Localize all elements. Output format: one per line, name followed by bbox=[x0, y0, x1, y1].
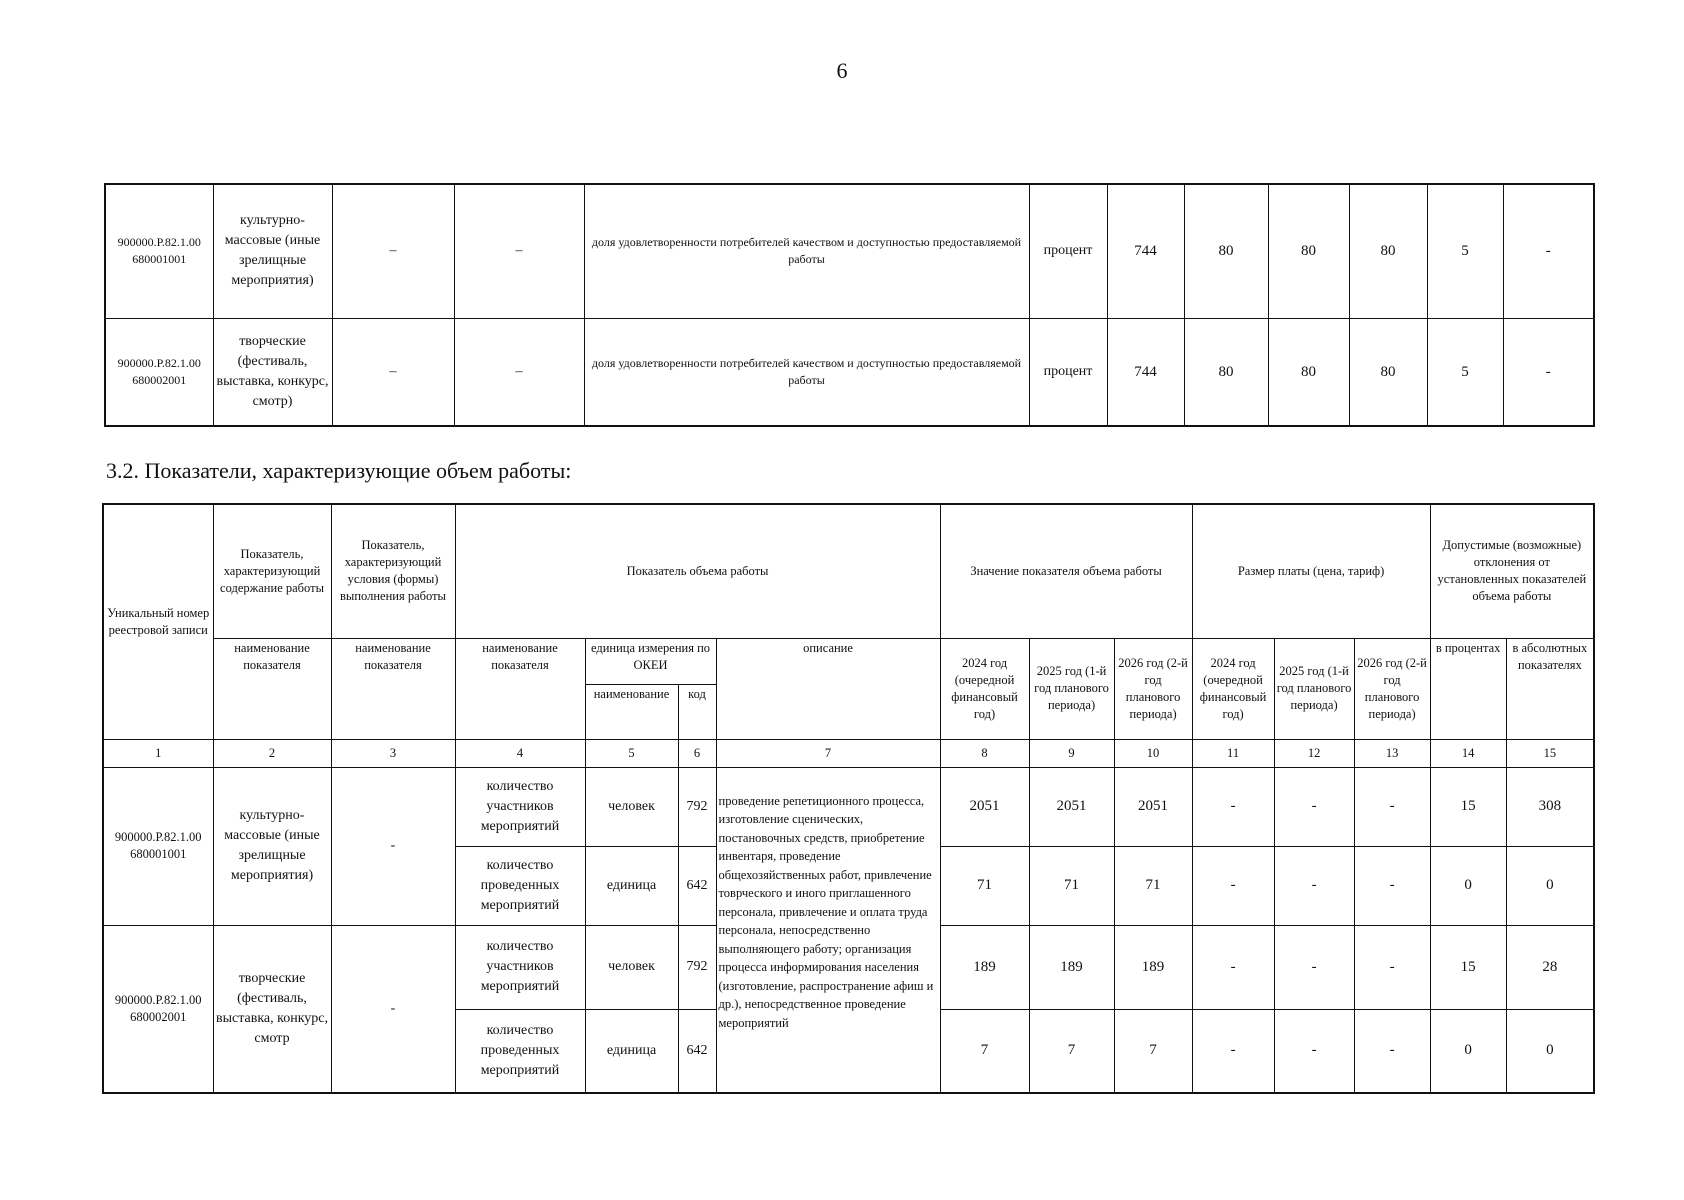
fee-2026: - bbox=[1354, 846, 1430, 925]
value-2025: 2051 bbox=[1029, 767, 1114, 846]
table-row bbox=[105, 318, 1594, 426]
value-2025: 71 bbox=[1029, 846, 1114, 925]
column-number: 8 bbox=[940, 739, 1029, 767]
condition-indicator: – bbox=[332, 184, 454, 318]
column-number: 14 bbox=[1430, 739, 1506, 767]
registry-number: 900000.Р.82.1.00 680001001 bbox=[103, 767, 213, 925]
volume-indicator-name: количество участников мероприятий bbox=[455, 925, 585, 1009]
registry-number: 900000.Р.82.1.00 680001001 bbox=[105, 184, 213, 318]
fee-2024: - bbox=[1192, 767, 1274, 846]
header-condition-indicator: Показатель, характеризующий условия (формы) выполнения работы bbox=[331, 504, 455, 638]
quality-indicators-table bbox=[104, 183, 1595, 427]
value-2024: 7 bbox=[940, 1009, 1029, 1093]
header-deviations: Допустимые (возможные) отклонения от установленных показателей объема работы bbox=[1430, 504, 1594, 638]
header-year-2024: 2024 год (очередной финансовый год) bbox=[940, 638, 1029, 739]
fee-2025: - bbox=[1274, 1009, 1354, 1093]
header-unit-okei: единица измерения по ОКЕИ bbox=[585, 638, 716, 684]
header-description: описание bbox=[716, 638, 940, 739]
header-fee-size: Размер платы (цена, тариф) bbox=[1192, 504, 1430, 638]
column-number: 4 bbox=[455, 739, 585, 767]
unit-name: процент bbox=[1029, 184, 1107, 318]
column-numbers-row bbox=[103, 739, 1594, 767]
header-in-absolute: в абсолютных показателях bbox=[1506, 638, 1594, 739]
deviation-absolute: - bbox=[1503, 318, 1594, 426]
header-volume-value: Значение показателя объема работы bbox=[940, 504, 1192, 638]
quality-indicator-name: доля удовлетворенности потребителей качеством и доступностью предоставляемой работы bbox=[584, 184, 1029, 318]
value-2026: 7 bbox=[1114, 1009, 1192, 1093]
header-year-2026: 2026 год (2-й год планового периода) bbox=[1114, 638, 1192, 739]
unit-name: процент bbox=[1029, 318, 1107, 426]
column-number: 2 bbox=[213, 739, 331, 767]
header-year-2025: 2025 год (1-й год планового периода) bbox=[1029, 638, 1114, 739]
value-2025: 7 bbox=[1029, 1009, 1114, 1093]
value-2024: 80 bbox=[1184, 184, 1268, 318]
value-2025: 80 bbox=[1268, 184, 1349, 318]
deviation-percent: 15 bbox=[1430, 925, 1506, 1009]
fee-2026: - bbox=[1354, 767, 1430, 846]
value-2026: 189 bbox=[1114, 925, 1192, 1009]
value-2026: 80 bbox=[1349, 184, 1427, 318]
value-2025: 80 bbox=[1268, 318, 1349, 426]
header-row bbox=[103, 638, 1594, 684]
unit-name: единица bbox=[585, 846, 678, 925]
content-indicator: творческие (фестиваль, выставка, конкурс, смотр bbox=[213, 925, 331, 1093]
fee-2026: - bbox=[1354, 1009, 1430, 1093]
volume-indicator-name: количество проведенных мероприятий bbox=[455, 1009, 585, 1093]
header-indicator-name: наименование показателя bbox=[213, 638, 331, 739]
header-content-indicator: Показатель, характеризующий содержание работы bbox=[213, 504, 331, 638]
condition-indicator-2: – bbox=[454, 184, 584, 318]
header-volume-indicator: Показатель объема работы bbox=[455, 504, 940, 638]
table-row bbox=[105, 184, 1594, 318]
header-indicator-name: наименование показателя bbox=[455, 638, 585, 739]
value-2026: 71 bbox=[1114, 846, 1192, 925]
table-row bbox=[103, 767, 1594, 846]
content-indicator: культурно-массовые (иные зрелищные мероприятия) bbox=[213, 184, 332, 318]
condition-indicator: - bbox=[331, 925, 455, 1093]
header-fee-2025: 2025 год (1-й год планового периода) bbox=[1274, 638, 1354, 739]
column-number: 10 bbox=[1114, 739, 1192, 767]
header-indicator-name: наименование показателя bbox=[331, 638, 455, 739]
deviation-percent: 5 bbox=[1427, 184, 1503, 318]
volume-indicator-name: количество проведенных мероприятий bbox=[455, 846, 585, 925]
quality-indicator-name: доля удовлетворенности потребителей качеством и доступностью предоставляемой работы bbox=[584, 318, 1029, 426]
registry-number: 900000.Р.82.1.00 680002001 bbox=[103, 925, 213, 1093]
work-description: проведение репетиционного процесса, изготовление сценических, постановочных средств, приобретение инвентаря, проведение общехозяйственных работ, привлечение товрческого и иного приглашенного персонала, привлечение и оплата труда персонала, непосредственно выполняющего работу; организация процесса информирования населения (изготовление, распространение афиш и др.), непосредственное проведение мероприятий bbox=[716, 767, 940, 1093]
value-2026: 2051 bbox=[1114, 767, 1192, 846]
okei-code: 744 bbox=[1107, 184, 1184, 318]
deviation-percent: 15 bbox=[1430, 767, 1506, 846]
header-unique-number: Уникальный номер реестровой записи bbox=[103, 504, 213, 739]
fee-2024: - bbox=[1192, 1009, 1274, 1093]
registry-number: 900000.Р.82.1.00 680002001 bbox=[105, 318, 213, 426]
deviation-absolute: - bbox=[1503, 184, 1594, 318]
condition-indicator: - bbox=[331, 767, 455, 925]
value-2026: 80 bbox=[1349, 318, 1427, 426]
okei-code: 744 bbox=[1107, 318, 1184, 426]
unit-code: 642 bbox=[678, 846, 716, 925]
value-2024: 2051 bbox=[940, 767, 1029, 846]
deviation-absolute: 28 bbox=[1506, 925, 1594, 1009]
header-unit-code: код bbox=[678, 684, 716, 739]
unit-name: человек bbox=[585, 925, 678, 1009]
column-number: 5 bbox=[585, 739, 678, 767]
volume-indicator-name: количество участников мероприятий bbox=[455, 767, 585, 846]
value-2024: 80 bbox=[1184, 318, 1268, 426]
column-number: 7 bbox=[716, 739, 940, 767]
column-number: 15 bbox=[1506, 739, 1594, 767]
deviation-absolute: 0 bbox=[1506, 846, 1594, 925]
fee-2025: - bbox=[1274, 767, 1354, 846]
fee-2024: - bbox=[1192, 925, 1274, 1009]
column-number: 3 bbox=[331, 739, 455, 767]
column-number: 1 bbox=[103, 739, 213, 767]
page-number: 6 bbox=[836, 58, 848, 83]
unit-name: человек bbox=[585, 767, 678, 846]
fee-2025: - bbox=[1274, 846, 1354, 925]
column-number: 11 bbox=[1192, 739, 1274, 767]
header-row bbox=[103, 504, 1594, 638]
section-heading: 3.2. Показатели, характеризующие объем работы: bbox=[106, 458, 572, 483]
deviation-percent: 0 bbox=[1430, 846, 1506, 925]
unit-code: 792 bbox=[678, 925, 716, 1009]
header-in-percent: в процентах bbox=[1430, 638, 1506, 739]
deviation-percent: 5 bbox=[1427, 318, 1503, 426]
deviation-percent: 0 bbox=[1430, 1009, 1506, 1093]
header-unit-name: наименование bbox=[585, 684, 678, 739]
value-2025: 189 bbox=[1029, 925, 1114, 1009]
deviation-absolute: 308 bbox=[1506, 767, 1594, 846]
volume-indicators-table bbox=[102, 503, 1595, 1094]
column-number: 13 bbox=[1354, 739, 1430, 767]
value-2024: 189 bbox=[940, 925, 1029, 1009]
condition-indicator: – bbox=[332, 318, 454, 426]
content-indicator: творческие (фестиваль, выставка, конкурс, смотр) bbox=[213, 318, 332, 426]
unit-code: 642 bbox=[678, 1009, 716, 1093]
deviation-absolute: 0 bbox=[1506, 1009, 1594, 1093]
fee-2026: - bbox=[1354, 925, 1430, 1009]
fee-2024: - bbox=[1192, 846, 1274, 925]
value-2024: 71 bbox=[940, 846, 1029, 925]
unit-code: 792 bbox=[678, 767, 716, 846]
content-indicator: культурно-массовые (иные зрелищные мероприятия) bbox=[213, 767, 331, 925]
header-fee-2024: 2024 год (очередной финансовый год) bbox=[1192, 638, 1274, 739]
column-number: 12 bbox=[1274, 739, 1354, 767]
column-number: 9 bbox=[1029, 739, 1114, 767]
condition-indicator-2: – bbox=[454, 318, 584, 426]
column-number: 6 bbox=[678, 739, 716, 767]
fee-2025: - bbox=[1274, 925, 1354, 1009]
header-fee-2026: 2026 год (2-й год планового периода) bbox=[1354, 638, 1430, 739]
unit-name: единица bbox=[585, 1009, 678, 1093]
